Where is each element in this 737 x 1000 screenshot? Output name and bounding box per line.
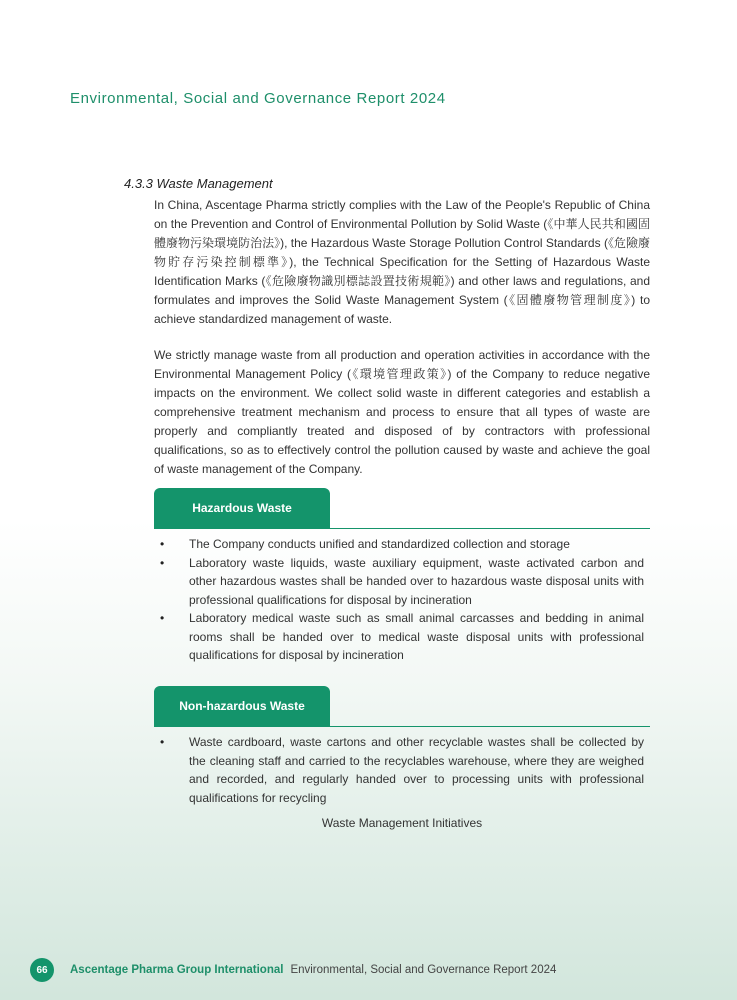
list-item: • Laboratory waste liquids, waste auxiliary equipment, waste activated carbon and other hazardous wastes shall be handed over to hazardous waste disposal units with professional qualifications for disposal by incineration bbox=[160, 555, 644, 607]
non-hazardous-waste-tab: Non-hazardous Waste bbox=[154, 686, 330, 726]
footer-report-title: Environmental, Social and Governance Report 2024 bbox=[290, 964, 557, 976]
non-hazardous-divider bbox=[154, 726, 650, 727]
list-item: • Waste cardboard, waste cartons and other recyclable wastes shall be collected by the cleaning staff and carried to the recyclables warehouse, where they are weighed and recorded, and regularly handed over to processing units with professional qualifications for recycling bbox=[160, 735, 644, 805]
policy-paragraph: We strictly manage waste from all production and operation activities in accordance with the Environmental Management Policy (《環境管理政策》) of the Company to reduce negative impacts on the environment. We collect solid waste in different categories and establish a comprehensive treatment mechanism and process to ensure that all types of waste are properly and compliantly treated and disposed of by contractors with professional qualifications, so as to effectively control the pollution caused by waste and achieve the goal of waste management of the Company. bbox=[154, 348, 650, 476]
page-footer bbox=[30, 958, 556, 982]
bullet-icon: • bbox=[160, 555, 165, 570]
list-item: • Laboratory medical waste such as small animal carcasses and bedding in animal rooms shall be handed over to medical waste disposal units with professional qualifications for disposal by incineration bbox=[160, 611, 644, 662]
page-number-badge: 66 bbox=[30, 958, 54, 982]
list-item: • The Company conducts unified and standardized collection and storage bbox=[154, 535, 644, 554]
intro-paragraph: In China, Ascentage Pharma strictly complies with the Law of the People's Republic of China on the Prevention and Control of Environmental Pollution by Solid Waste (《中華人民共和國固體廢物污染環境防治法》), the Hazardous Waste Storage Pollution Control Standards (《危險廢物貯存污染控制標準》), the Technical Specification for the Setting of Hazardous Waste Identification Marks (《危險廢物識別標誌設置技術規範》) and other laws and regulations, and formulates and improves the Solid Waste Management System (《固體廢物管理制度》) to achieve standardized management of waste. bbox=[154, 198, 650, 326]
hazardous-divider bbox=[154, 528, 650, 529]
section-heading: 4.3.3 Waste Management bbox=[124, 176, 273, 191]
footer-company-name: Ascentage Pharma Group International bbox=[70, 964, 284, 976]
bullet-icon: • bbox=[160, 611, 165, 625]
non-hazardous-waste-list bbox=[154, 733, 644, 807]
report-header-title: Environmental, Social and Governance Report 2024 bbox=[70, 90, 446, 107]
bullet-icon: • bbox=[160, 537, 165, 551]
hazardous-waste-tab: Hazardous Waste bbox=[154, 488, 330, 528]
hazardous-waste-list bbox=[154, 535, 644, 665]
figure-caption: Waste Management Initiatives bbox=[321, 816, 483, 830]
bullet-icon: • bbox=[160, 735, 165, 749]
